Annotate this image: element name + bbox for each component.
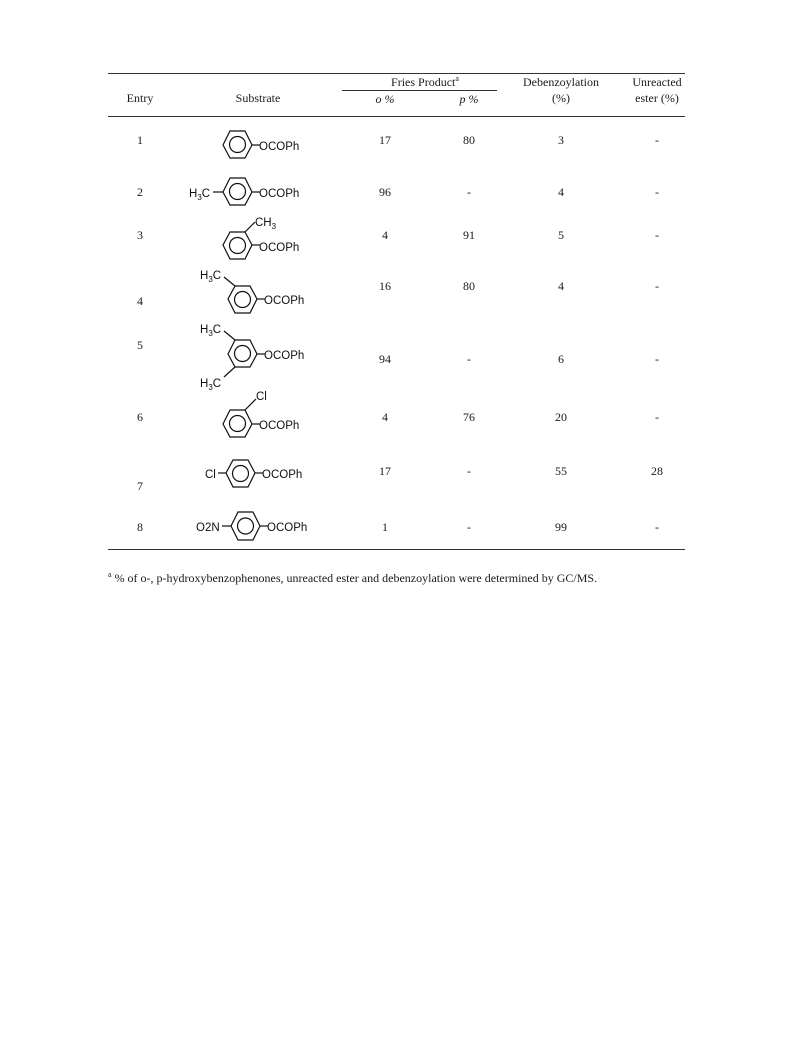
ocoph-label: OCOPh (259, 188, 300, 200)
row7-unreacted: 28 (651, 464, 663, 478)
ocoph-label: OCOPh (262, 469, 303, 481)
row1-unreacted: - (655, 133, 659, 147)
ch3-label: $CH_3$ (255, 217, 277, 231)
row7-o: 17 (379, 464, 391, 478)
row6-unreacted: - (655, 410, 659, 424)
header-unreacted-unit: ester (%) (635, 91, 679, 105)
h3c-label: $H_3C$ (189, 188, 211, 202)
row8-p: - (467, 520, 471, 534)
header-unreacted: Unreacted (632, 75, 682, 89)
fries-footnote-mark: a (455, 74, 459, 83)
header-o-pct: o % (375, 92, 395, 106)
row2-debenzoylation: 4 (558, 185, 564, 199)
row2-p: - (467, 185, 471, 199)
row4-o: 16 (379, 279, 391, 293)
row6-o: 4 (382, 410, 388, 424)
row6-entry: 6 (137, 410, 143, 424)
ocoph-label: OCOPh (259, 242, 300, 254)
h3c-label: $H_3C$ (200, 270, 222, 284)
row1-debenzoylation: 3 (558, 133, 564, 147)
header-entry: Entry (126, 91, 154, 105)
row8-unreacted: - (655, 520, 659, 534)
footnote-mark: a (108, 570, 112, 579)
row6-p: 76 (463, 410, 475, 424)
row4-unreacted: - (655, 279, 659, 293)
row8-debenzoylation: 99 (555, 520, 567, 534)
aromatic-circle (238, 518, 254, 534)
ocoph-label: OCOPh (267, 522, 308, 534)
row3-o: 4 (382, 228, 388, 242)
o2n-label: O2N (196, 522, 220, 534)
row2-entry: 2 (137, 185, 143, 199)
row4-p: 80 (463, 279, 475, 293)
header-debenzoylation-unit: (%) (552, 91, 570, 105)
row1-p: 80 (463, 133, 475, 147)
h3c-label-bottom: $H_3C$ (200, 378, 222, 392)
header-substrate: Substrate (235, 91, 281, 105)
row3-unreacted: - (655, 228, 659, 242)
h3c-label-top: $H_3C$ (200, 324, 222, 338)
row7-p: - (467, 464, 471, 478)
row8-o: 1 (382, 520, 388, 534)
row6-debenzoylation: 20 (555, 410, 567, 424)
header-debenzoylation: Debenzoylation (523, 75, 599, 89)
ocoph-label: OCOPh (259, 141, 300, 153)
row8-entry: 8 (137, 520, 143, 534)
ocoph-label: OCOPh (264, 350, 305, 362)
cl-label: Cl (256, 391, 267, 403)
row1-entry: 1 (137, 133, 143, 147)
row5-o: 94 (379, 352, 391, 366)
row7-debenzoylation: 55 (555, 464, 567, 478)
cl-label: Cl (205, 469, 216, 481)
ocoph-label: OCOPh (259, 420, 300, 432)
row3-p: 91 (463, 228, 475, 242)
row2-unreacted: - (655, 185, 659, 199)
row7-entry: 7 (137, 479, 143, 493)
benzene-ring (231, 512, 260, 540)
row1-o: 17 (379, 133, 391, 147)
footnote-text: % of o-, p-hydroxybenzophenones, unreacted ester and debenzoylation were determined by GC/MS. (114, 571, 598, 585)
header-p-pct: p % (459, 92, 479, 106)
row4-entry: 4 (137, 294, 143, 308)
row3-entry: 3 (137, 228, 143, 242)
row4-debenzoylation: 4 (558, 279, 564, 293)
ocoph-label: OCOPh (264, 295, 305, 307)
fries-product-label: Fries Product (391, 75, 456, 89)
row2-o: 96 (379, 185, 391, 199)
table-footnote (108, 571, 597, 586)
row5-debenzoylation: 6 (558, 352, 564, 366)
row5-p: - (467, 352, 471, 366)
row3-debenzoylation: 5 (558, 228, 564, 242)
row5-unreacted: - (655, 352, 659, 366)
row5-entry: 5 (137, 338, 143, 352)
